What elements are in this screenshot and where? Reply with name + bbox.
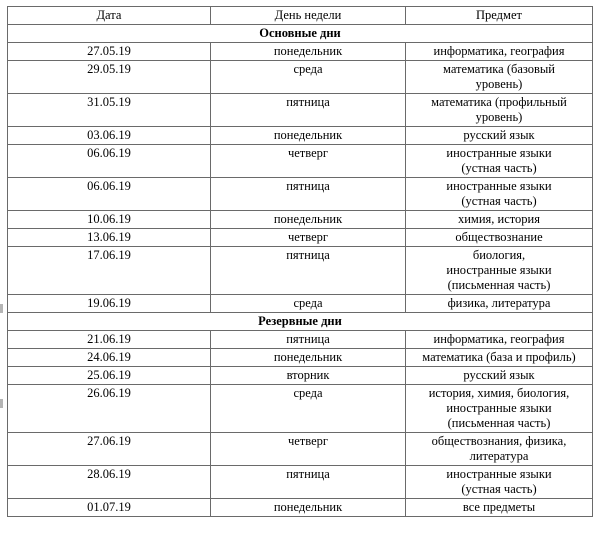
weekday-cell: понедельник: [211, 499, 406, 517]
subject-line: русский язык: [463, 128, 535, 142]
header-subject: Предмет: [406, 7, 593, 25]
subject-cell: [406, 466, 593, 499]
subject-cell: [406, 331, 593, 349]
weekday-cell: пятница: [211, 466, 406, 499]
weekday-cell: понедельник: [211, 127, 406, 145]
weekday-cell: пятница: [211, 178, 406, 211]
subject-line: иностранные языки: [446, 179, 552, 193]
subject-cell: [406, 127, 593, 145]
table-row: [8, 43, 593, 61]
subject-line: русский язык: [463, 368, 535, 382]
subject-line: (устная часть): [461, 161, 537, 175]
weekday-cell: среда: [211, 295, 406, 313]
subject-line: (устная часть): [461, 194, 537, 208]
weekday-cell: пятница: [211, 94, 406, 127]
subject-line: иностранные языки: [446, 401, 552, 415]
subject-line: информатика, география: [433, 44, 565, 58]
table-row: [8, 499, 593, 517]
weekday-cell: среда: [211, 385, 406, 433]
date-cell: 06.06.19: [8, 178, 211, 211]
table-row: [8, 367, 593, 385]
weekday-cell: четверг: [211, 433, 406, 466]
subject-cell: [406, 367, 593, 385]
subject-cell: [406, 295, 593, 313]
exam-schedule-table: [7, 6, 593, 517]
margin-marker: [0, 399, 3, 408]
subject-cell: [406, 145, 593, 178]
date-cell: 24.06.19: [8, 349, 211, 367]
subject-cell: [406, 211, 593, 229]
table-row: [8, 178, 593, 211]
subject-cell: [406, 94, 593, 127]
header-weekday: День недели: [211, 7, 406, 25]
weekday-cell: понедельник: [211, 43, 406, 61]
weekday-cell: вторник: [211, 367, 406, 385]
date-cell: 21.06.19: [8, 331, 211, 349]
table-row: [8, 295, 593, 313]
subject-cell: [406, 433, 593, 466]
subject-line: информатика, география: [433, 332, 565, 346]
table-row: [8, 466, 593, 499]
table-row: [8, 247, 593, 295]
subject-line: математика (профильный: [431, 95, 567, 109]
date-cell: 01.07.19: [8, 499, 211, 517]
date-cell: 03.06.19: [8, 127, 211, 145]
section-row: [8, 25, 593, 43]
header-row: [8, 7, 593, 25]
table-row: [8, 127, 593, 145]
subject-cell: [406, 61, 593, 94]
subject-line: математика (база и профиль): [422, 350, 576, 364]
date-cell: 29.05.19: [8, 61, 211, 94]
weekday-cell: понедельник: [211, 211, 406, 229]
header-date: Дата: [8, 7, 211, 25]
subject-line: история, химия, биология,: [428, 386, 570, 400]
subject-line: литература: [469, 449, 529, 463]
subject-line: иностранные языки: [446, 467, 552, 481]
subject-line: (письменная часть): [447, 416, 551, 430]
subject-cell: [406, 43, 593, 61]
subject-cell: [406, 178, 593, 211]
weekday-cell: четверг: [211, 229, 406, 247]
table-row: [8, 211, 593, 229]
section-title: Резервные дни: [8, 313, 593, 331]
table-row: [8, 145, 593, 178]
subject-line: иностранные языки: [446, 263, 552, 277]
date-cell: 06.06.19: [8, 145, 211, 178]
subject-line: биология,: [472, 248, 526, 262]
table-header: [8, 7, 593, 25]
table-row: [8, 61, 593, 94]
weekday-cell: пятница: [211, 331, 406, 349]
date-cell: 28.06.19: [8, 466, 211, 499]
subject-line: химия, история: [457, 212, 540, 226]
subject-cell: [406, 229, 593, 247]
weekday-cell: четверг: [211, 145, 406, 178]
subject-cell: [406, 349, 593, 367]
table-row: [8, 94, 593, 127]
table-row: [8, 229, 593, 247]
subject-line: (письменная часть): [447, 278, 551, 292]
subject-line: (устная часть): [461, 482, 537, 496]
date-cell: 19.06.19: [8, 295, 211, 313]
weekday-cell: среда: [211, 61, 406, 94]
subject-line: обществознание: [455, 230, 543, 244]
date-cell: 27.05.19: [8, 43, 211, 61]
subject-line: математика (базовый: [443, 62, 555, 76]
margin-marker: [0, 304, 3, 313]
date-cell: 10.06.19: [8, 211, 211, 229]
subject-cell: [406, 385, 593, 433]
subject-line: иностранные языки: [446, 146, 552, 160]
table-row: [8, 433, 593, 466]
section-title: Основные дни: [8, 25, 593, 43]
subject-line: обществознания, физика,: [431, 434, 567, 448]
table-body: [8, 25, 593, 517]
date-cell: 26.06.19: [8, 385, 211, 433]
subject-cell: [406, 247, 593, 295]
table-row: [8, 385, 593, 433]
subject-line: физика, литература: [447, 296, 551, 310]
subject-line: все предметы: [462, 500, 536, 514]
date-cell: 25.06.19: [8, 367, 211, 385]
subject-cell: [406, 499, 593, 517]
subject-line: уровень): [475, 110, 523, 124]
section-row: [8, 313, 593, 331]
date-cell: 17.06.19: [8, 247, 211, 295]
weekday-cell: понедельник: [211, 349, 406, 367]
weekday-cell: пятница: [211, 247, 406, 295]
table-row: [8, 349, 593, 367]
subject-line: уровень): [475, 77, 523, 91]
date-cell: 13.06.19: [8, 229, 211, 247]
date-cell: 27.06.19: [8, 433, 211, 466]
date-cell: 31.05.19: [8, 94, 211, 127]
table-row: [8, 331, 593, 349]
